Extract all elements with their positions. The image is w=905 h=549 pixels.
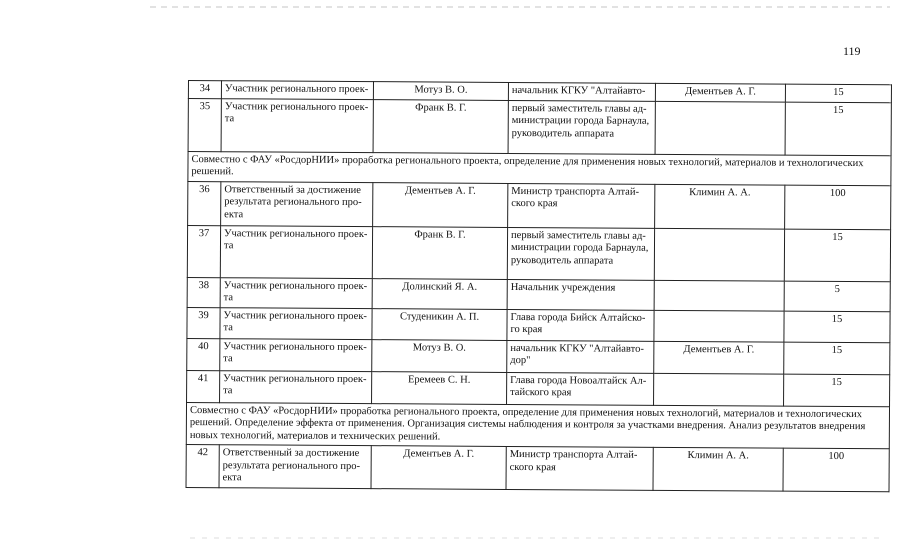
involvement-value: 15 [784, 374, 890, 407]
participant-role: Ответственный за достижение результата регионального про- екта [221, 181, 373, 226]
participant-name: Франк В. Г. [372, 226, 507, 279]
participant-role: Участник регионального проек- [221, 81, 373, 99]
participant-role: Участник регионального проек- та [220, 307, 372, 339]
involvement-value: 5 [784, 281, 890, 312]
table-row [188, 98, 891, 155]
row-number: 35 [188, 98, 221, 151]
table-row [187, 225, 890, 281]
participant-name: Мотуз В. О. [372, 339, 507, 372]
responsible-person: Дементьев А. Г. [654, 341, 784, 374]
responsible-person [654, 280, 784, 311]
participant-role: Ответственный за достижение результата регионального про- екта [219, 445, 371, 488]
responsible-person [654, 310, 784, 342]
involvement-value: 15 [785, 84, 891, 102]
scan-noise-top [150, 6, 890, 8]
participant-name: Дементьев А. Г. [373, 182, 508, 227]
row-number: 38 [187, 277, 220, 307]
section-note: Совместно с ФАУ «РосдорНИИ» проработка регионального проекта, определение для применения новых технологий, материалов и технологических решений. [188, 151, 891, 185]
participant-role: Участник регионального проек- та [221, 98, 373, 152]
table-row [187, 338, 890, 374]
participant-role: Участник регионального проек- та [220, 225, 372, 278]
responsible-person [654, 373, 784, 406]
participant-name: Долинский Я. А. [372, 278, 507, 309]
row-number: 36 [188, 181, 221, 225]
participant-position: первый заместитель главы ад- министрации города Барнаула, руководитель аппарата [508, 100, 655, 154]
row-number: 34 [188, 81, 221, 99]
participant-position: Министр транспорта Алтай- ского края [508, 183, 655, 228]
participant-position: начальник КГКУ "Алтайавто- дор" [507, 340, 654, 373]
participant-role: Участник регионального проек- та [220, 370, 372, 403]
table-row [187, 277, 890, 311]
row-number: 42 [186, 444, 219, 487]
involvement-value: 15 [784, 229, 890, 282]
section-note: Совместно с ФАУ «РосдорНИИ» проработка регионального проекта, определение для применения новых технологий, материалов и технологических решений. Определение эффекта от применения. Организация системы наблюдения и контроля за участками внедрения. Анализ результатов внедрения новых технологий, материалов и технических решений. [186, 402, 889, 449]
responsible-person [655, 101, 785, 155]
page-number: 119 [843, 44, 861, 58]
section-note-row [188, 151, 891, 185]
table-row [187, 307, 890, 342]
participant-name: Мотуз В. О. [373, 82, 508, 100]
section-note-row [186, 402, 889, 449]
involvement-value: 15 [784, 342, 890, 375]
scan-noise-bottom [190, 537, 880, 539]
participant-role: Участник регионального проек- та [220, 277, 372, 308]
participant-position: Глава города Бийск Алтайско- го края [507, 309, 654, 341]
participant-role: Участник регионального проек- та [220, 338, 372, 371]
row-number: 37 [187, 225, 220, 277]
table-row [186, 444, 889, 491]
participant-position: Начальник учреждения [507, 279, 654, 310]
involvement-value: 15 [784, 311, 890, 343]
participant-position: Министр транспорта Алтай- ского края [506, 446, 653, 489]
project-participants-table [186, 80, 892, 492]
involvement-value: 100 [783, 448, 889, 491]
table-row [188, 181, 891, 229]
row-number: 40 [187, 338, 220, 370]
participant-name: Еремеев С. Н. [372, 371, 507, 404]
involvement-value: 15 [785, 102, 891, 156]
table-row [187, 370, 890, 406]
involvement-value: 100 [785, 185, 891, 230]
responsible-person: Климин А. А. [655, 184, 785, 229]
participant-name: Дементьев А. Г. [371, 446, 506, 489]
participant-name: Студеникин А. П. [372, 308, 507, 340]
row-number: 39 [187, 307, 220, 338]
participant-position: первый заместитель главы ад- министрации города Барнаула, руководитель аппарата [507, 227, 654, 280]
responsible-person: Климин А. А. [653, 447, 783, 490]
responsible-person: Дементьев А. Г. [655, 83, 785, 101]
participant-name: Франк В. Г. [373, 99, 508, 153]
responsible-person [654, 228, 784, 281]
participant-position: начальник КГКУ "Алтайавто- [508, 82, 655, 100]
participant-position: Глава города Новоалтайск Ал- тайского края [507, 372, 654, 405]
row-number: 41 [187, 370, 220, 402]
